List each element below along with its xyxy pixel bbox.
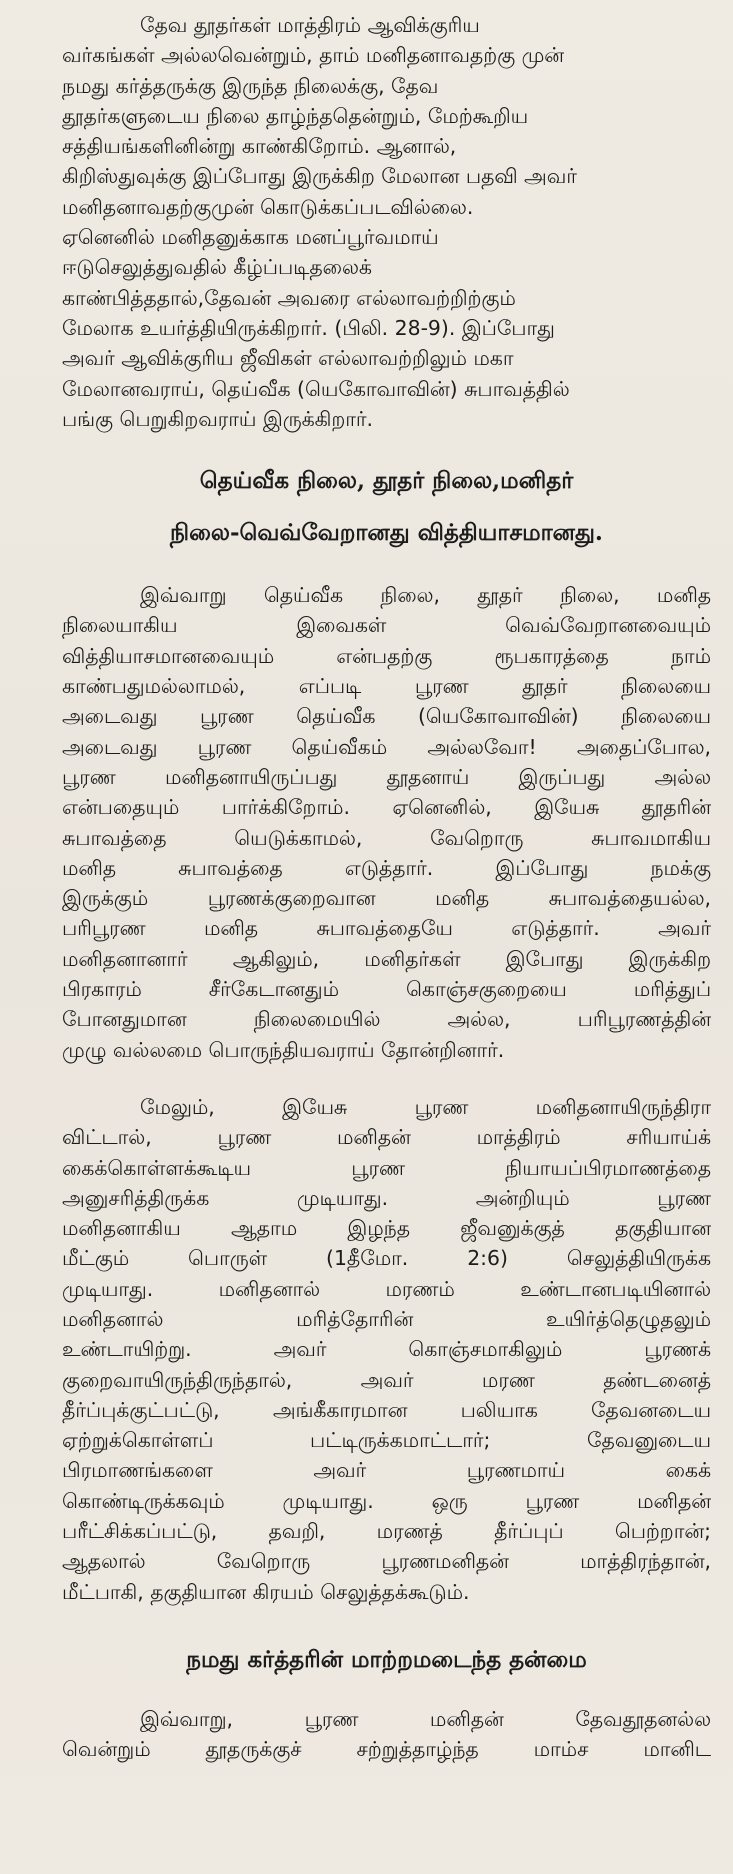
text-line: காண்பித்ததால்,தேவன் அவரை எல்லாவற்றிற்கும் [62, 285, 516, 310]
text-line: சத்தியங்களினின்று காண்கிறோம். ஆனால், [62, 134, 457, 159]
heading-line: நமது கர்த்தரின் மாற்றமடைந்த தன்மை [186, 1645, 587, 1673]
text-line: காண்பதுமல்லாமல், எப்படி பூரண தூதர் நிலையை [62, 674, 711, 699]
text-line: சுபாவத்தை யெடுக்காமல், வேறொரு சுபாவமாகிய [62, 825, 711, 850]
paragraph-distinct-states [62, 580, 711, 1065]
text-line: மேலானவராய், தெய்வீக (யெகோவாவின்) சுபாவத்தில் [62, 376, 570, 401]
text-line: பங்கு பெறுகிறவராய் இருக்கிறார். [62, 406, 374, 431]
text-line: அடைவது பூரண தெய்வீக (யெகோவாவின்) நிலையை [62, 704, 711, 729]
text-line: என்பதையும் பார்க்கிறோம். ஏனெனில், இயேசு தூதரின் [62, 795, 711, 820]
text-line: இவ்வாறு, பூரண மனிதன் தேவதூதனல்ல [140, 1706, 711, 1731]
text-line: மீட்பாகி, தகுதியான கிரயம் செலுத்தக்கூடும். [62, 1579, 470, 1604]
text-line: வென்றும் தூதருக்குச் சற்றுத்தாழ்ந்த மாம்ச மானிட [62, 1737, 711, 1762]
text-line: ஏனெனில் மனிதனுக்காக மனப்பூர்வமாய் [62, 225, 439, 250]
text-line: மனிதனால் மரித்தோரின் உயிர்த்தெழுதலும் [62, 1306, 711, 1331]
text-line: பரீட்சிக்கப்பட்டு, தவறி, மரணத் தீர்ப்புப் பெற்றான்; [62, 1519, 711, 1544]
text-line: தூதர்களுடைய நிலை தாழ்ந்ததென்றும், மேற்கூறிய [62, 103, 529, 128]
text-line: ஏற்றுக்கொள்ளப் பட்டிருக்கமாட்டார்; தேவனுடைய [62, 1428, 711, 1453]
text-line: தேவ தூதர்கள் மாத்திரம் ஆவிக்குரிய [140, 13, 480, 37]
text-line: கொண்டிருக்கவும் முடியாது. ஒரு பூரண மனிதன் [62, 1488, 711, 1513]
text-line: நமது கர்த்தருக்கு இருந்த நிலைக்கு, தேவ [62, 73, 439, 98]
text-line: மனித சுபாவத்தை எடுத்தார். இப்போது நமக்கு [62, 855, 711, 880]
text-line: மேலாக உயர்த்தியிருக்கிறார். (பிலி. 28-9). இப்போது [62, 315, 555, 340]
text-line: அடைவது பூரண தெய்வீகம் அல்லவோ! அதைப்போல, [62, 734, 711, 759]
text-line: பரிபூரண மனித சுபாவத்தையே எடுத்தார். அவர் [62, 916, 711, 941]
text-line: வர்கங்கள் அல்லவென்றும், தாம் மனிதனாவதற்கு முன் [62, 43, 564, 68]
text-line: ஆதலால் வேறொரு பூரணமனிதன் மாத்திரந்தான், [62, 1549, 711, 1574]
text-line: பிரகாரம் சீர்கேடானதும் கொஞ்சகுறையை மரித்துப் [62, 977, 711, 1002]
text-line: உண்டாயிற்று. அவர் கொஞ்சமாகிலும் பூரணக் [62, 1337, 711, 1362]
text-line: மனிதனாவதற்குமுன் கொடுக்கப்படவில்லை. [62, 194, 474, 219]
section-heading-transformation [62, 1634, 711, 1686]
text-line: குறைவாயிருந்திருந்தால், அவர் மரண தண்டனைத் [62, 1367, 711, 1392]
text-line: அனுசரித்திருக்க முடியாது. அன்றியும் பூரண [62, 1185, 711, 1210]
text-line: முடியாது. மனிதனால் மரணம் உண்டானபடியினால் [62, 1276, 711, 1301]
text-line: இவ்வாறு தெய்வீக நிலை, தூதர் நிலை, மனித [140, 583, 711, 608]
text-line: மனிதனாகிய ஆதாம இழந்த ஜீவனுக்குத் தகுதியான [62, 1216, 711, 1241]
text-line: அவர் ஆவிக்குரிய ஜீவிகள் எல்லாவற்றிலும் மகா [62, 346, 514, 371]
text-line: வித்தியாசமானவையும் என்பதற்கு ரூபகாரத்தை நாம் [62, 643, 711, 668]
text-line: முழு வல்லமை பொருந்தியவராய் தோன்றினார். [62, 1037, 505, 1062]
text-line: பூரண மனிதனாயிருப்பது தூதனாய் இருப்பது அல்ல [62, 764, 711, 789]
text-line: போனதுமான நிலைமையில் அல்ல, பரிபூரணத்தின் [62, 1007, 711, 1032]
heading-line: நிலை-வெவ்வேறானது வித்தியாசமானது. [170, 519, 603, 547]
section-heading-states [62, 455, 711, 559]
text-line: நிலையாகிய இவைகள் வெவ்வேறானவையும் [62, 613, 711, 638]
heading-line: தெய்வீக நிலை, தூதர் நிலை,மனிதர் [199, 467, 574, 495]
text-line: கிறிஸ்துவுக்கு இப்போது இருக்கிற மேலான பதவி அவர் [62, 164, 577, 189]
text-line: தீர்ப்புக்குட்பட்டு, அங்கீகாரமான பலியாக தேவனடைய [62, 1397, 711, 1422]
text-line: மீட்கும் பொருள் (1தீமோ. 2:6) செலுத்தியிருக்க [62, 1246, 711, 1271]
text-line: பிரமாணங்களை அவர் பூரணமாய் கைக் [62, 1458, 711, 1483]
text-line: மேலும், இயேசு பூரண மனிதனாயிருந்திரா [140, 1094, 711, 1119]
text-line: விட்டால், பூரண மனிதன் மாத்திரம் சரியாய்க் [62, 1125, 711, 1150]
text-line: ஈடுசெலுத்துவதில் கீழ்ப்படிதலைக் [62, 255, 372, 280]
paragraph-transformation [62, 1704, 711, 1765]
text-line: மனிதனானார் ஆகிலும், மனிதர்கள் இபோது இருக்கிற [62, 946, 711, 971]
paragraph-perfect-man [62, 1092, 711, 1607]
text-line: இருக்கும் பூரணக்குறைவான மனித சுபாவத்தையல்ல, [62, 886, 711, 911]
text-line: கைக்கொள்ளக்கூடிய பூரண நியாயப்பிரமாணத்தை [62, 1155, 711, 1180]
paragraph-angel-state [62, 10, 711, 434]
